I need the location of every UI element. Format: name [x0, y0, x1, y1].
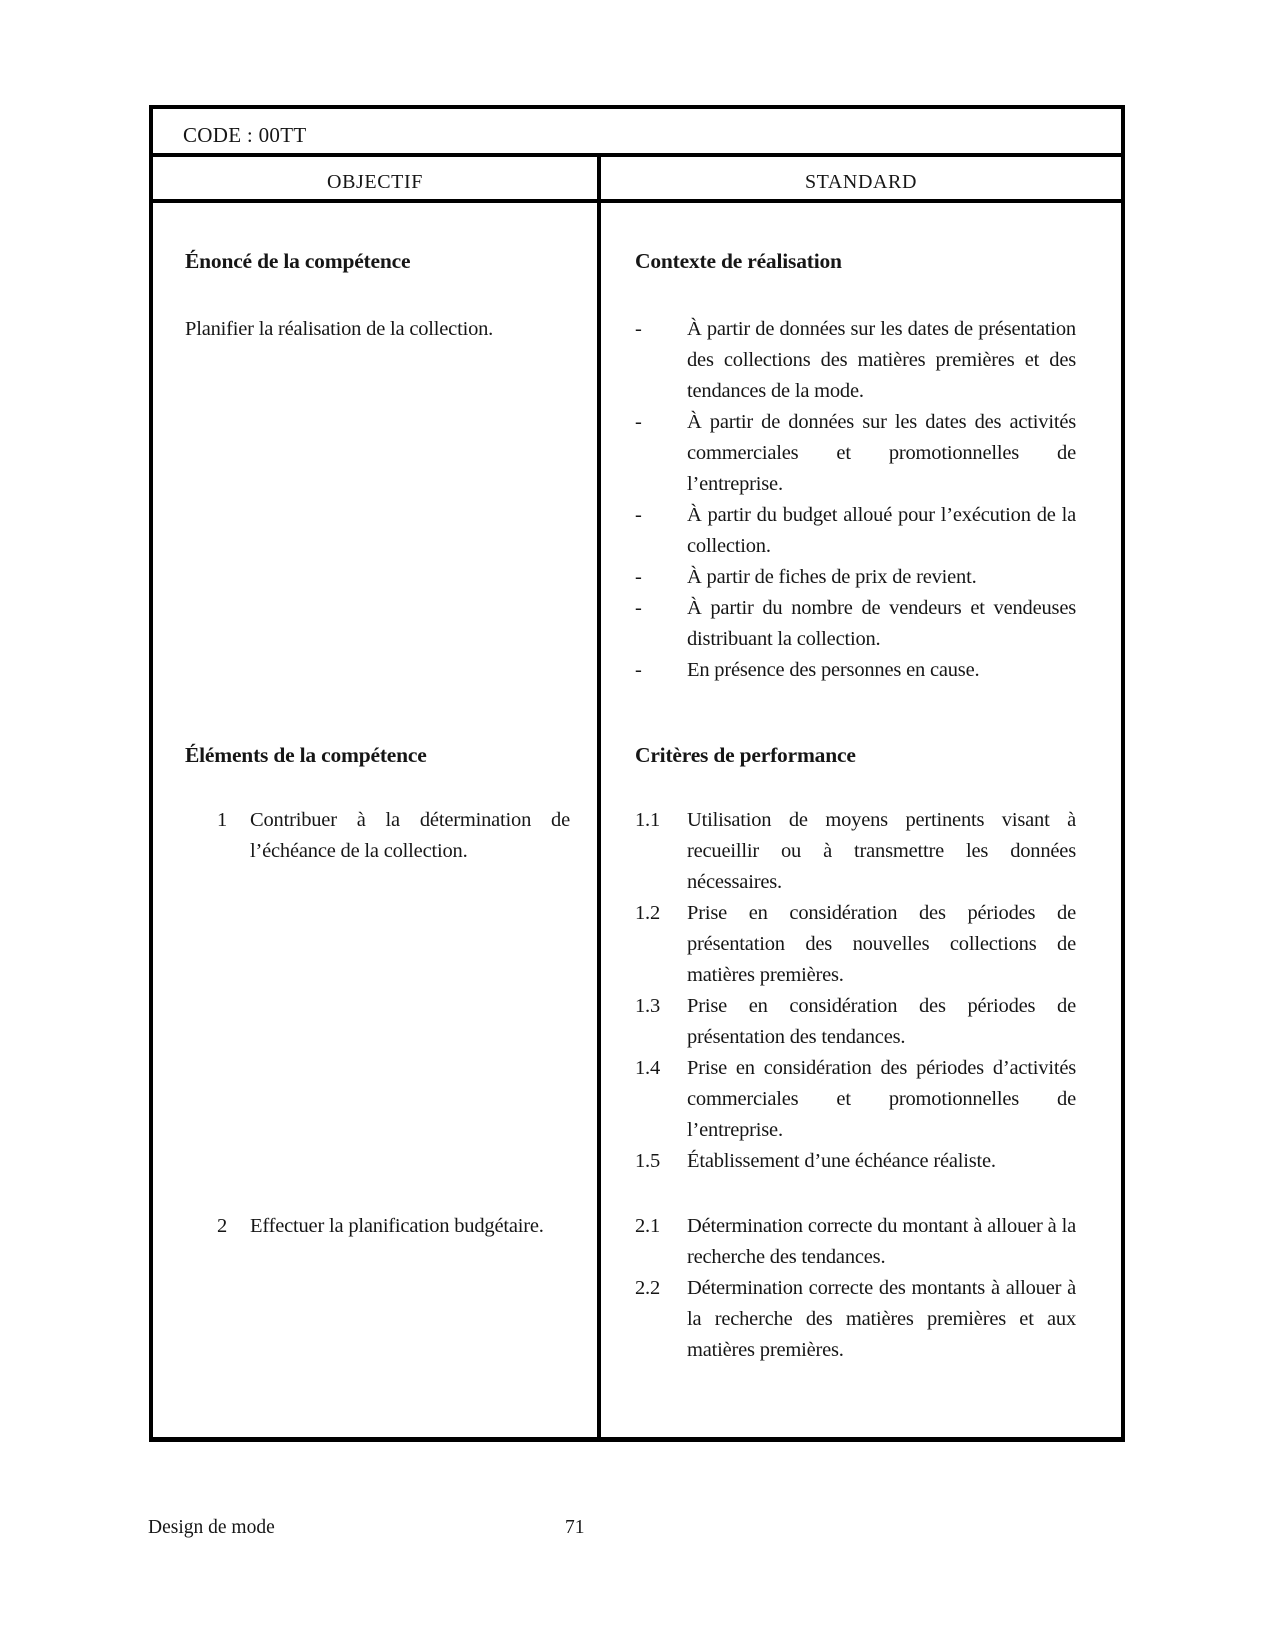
item-text: Établissement d’une échéance réaliste. — [687, 1150, 996, 1172]
context-bullet — [635, 655, 1076, 686]
item-number: 2.2 — [635, 1277, 661, 1299]
item-number: 2 — [217, 1215, 228, 1237]
element-list-2 — [153, 1211, 601, 1366]
bullet-dash: - — [635, 318, 642, 340]
bullet-text: À partir du budget alloué pour l’exécution de la collection. — [687, 504, 1076, 557]
item-text: Contribuer à la détermination de l’échéance de la collection. — [250, 809, 570, 862]
footer-page-number: 71 — [565, 1517, 585, 1538]
competency-table — [149, 105, 1125, 1442]
heading-criteres-performance: Critères de performance — [635, 743, 856, 767]
item-text: Utilisation de moyens pertinents visant à recueillir ou à transmettre les données nécessaires. — [687, 809, 1076, 893]
bullet-dash: - — [635, 597, 642, 619]
heading-elements-competence: Éléments de la compétence — [185, 743, 427, 767]
item-number: 1 — [217, 809, 228, 831]
element-item — [185, 1211, 570, 1242]
criteria-list-2 — [601, 1211, 1121, 1366]
item-number: 1.1 — [635, 809, 661, 831]
item-text: Prise en considération des périodes de présentation des tendances. — [687, 995, 1076, 1048]
context-bullet — [635, 562, 1076, 593]
item-number: 1.4 — [635, 1057, 661, 1079]
context-bullet — [635, 407, 1076, 500]
criterion-item — [635, 898, 1076, 991]
code-cell — [153, 109, 1121, 157]
competence-statement: Planifier la réalisation de la collection. — [185, 318, 494, 340]
criterion-item — [635, 805, 1076, 898]
element-2-row — [153, 1211, 1121, 1366]
context-list — [601, 314, 1121, 686]
criterion-item — [635, 1273, 1076, 1366]
item-number: 1.3 — [635, 995, 661, 1017]
context-bullet — [635, 314, 1076, 407]
statement-context-row — [153, 314, 1121, 686]
criteria-list-1 — [601, 805, 1121, 1177]
item-number: 1.2 — [635, 902, 661, 924]
table-body — [153, 203, 1121, 1437]
headings-row-1 — [153, 246, 1121, 277]
headings-row-2 — [153, 740, 1121, 771]
criterion-item — [635, 1211, 1076, 1273]
bullet-text: À partir du nombre de vendeurs et vendeuses distribuant la collection. — [687, 597, 1076, 650]
bullet-text: À partir de fiches de prix de revient. — [687, 566, 977, 588]
element-list-1 — [153, 805, 601, 1177]
bullet-text: À partir de données sur les dates des activités commerciales et promotionnelles de l’entreprise. — [687, 411, 1076, 495]
item-number: 1.5 — [635, 1150, 661, 1172]
column-header-objectif: OBJECTIF — [153, 157, 601, 199]
bullet-text: En présence des personnes en cause. — [687, 659, 980, 681]
item-text: Prise en considération des périodes d’activités commerciales et promotionnelles de l’entreprise. — [687, 1057, 1076, 1141]
bullet-dash: - — [635, 659, 642, 681]
item-text: Effectuer la planification budgétaire. — [250, 1215, 544, 1237]
element-item — [185, 805, 570, 867]
code-label: CODE : 00TT — [183, 123, 307, 147]
bullet-dash: - — [635, 566, 642, 588]
column-header-standard: STANDARD — [804, 171, 918, 193]
heading-contexte-realisation: Contexte de réalisation — [635, 249, 842, 273]
bullet-dash: - — [635, 504, 642, 526]
context-bullet — [635, 593, 1076, 655]
bullet-dash: - — [635, 411, 642, 433]
criterion-item — [635, 1053, 1076, 1146]
item-number: 2.1 — [635, 1215, 661, 1237]
item-text: Prise en considération des périodes de présentation des nouvelles collections de matières premières. — [687, 902, 1076, 986]
item-text: Détermination correcte du montant à allouer à la recherche des tendances. — [687, 1215, 1076, 1268]
footer-document-title: Design de mode — [148, 1517, 275, 1538]
bullet-text: À partir de données sur les dates de présentation des collections des matières premières et des tendances de la mode. — [687, 318, 1076, 402]
column-header-row — [153, 157, 1121, 203]
criterion-item — [635, 1146, 1076, 1177]
element-1-row — [153, 805, 1121, 1177]
context-bullet — [635, 500, 1076, 562]
item-text: Détermination correcte des montants à allouer à la recherche des matières premières et aux matières premières. — [687, 1277, 1076, 1361]
heading-enonce-competence: Énoncé de la compétence — [185, 249, 411, 273]
criterion-item — [635, 991, 1076, 1053]
